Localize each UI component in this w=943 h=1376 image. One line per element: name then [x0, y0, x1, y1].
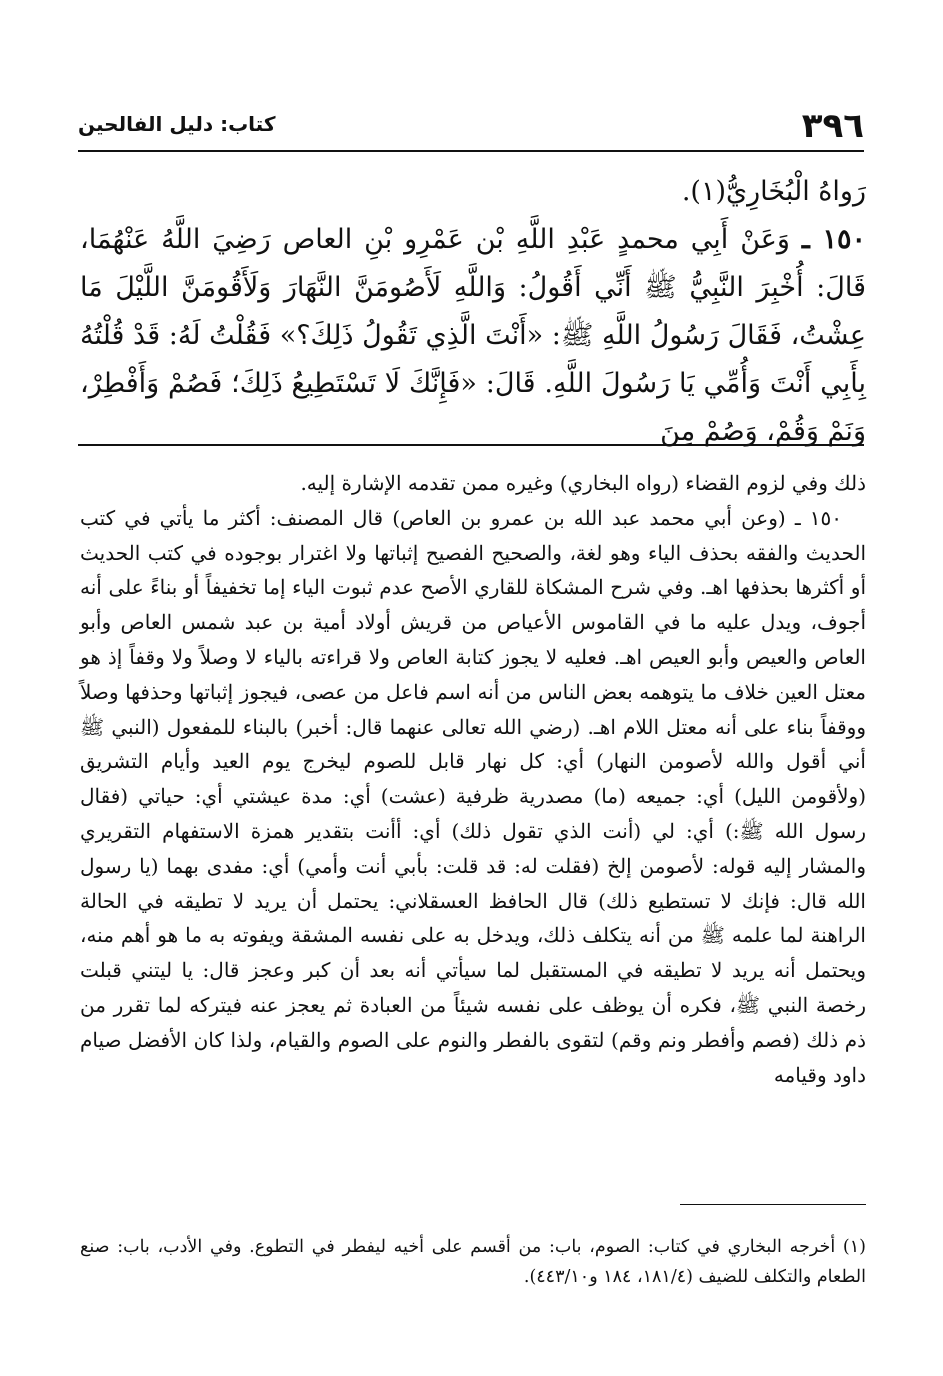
- footnote-block: [80, 1232, 866, 1292]
- header-rule: [78, 150, 864, 152]
- hadith-number: ١٥٠ ـ: [801, 224, 867, 255]
- page-header: [78, 100, 864, 152]
- commentary-number: ١٥٠ ـ: [794, 505, 843, 530]
- commentary-block: [80, 466, 866, 1092]
- footnote-text: (١) أخرجه البخاري في كتاب: الصوم، باب: من أقسم على أخيه ليفطر في التطوع. وفي الأدب، باب: صنع الطعام والتكلف للضيف (١٨١/٤، ١٨٤ و٤٤٣/١٠).: [80, 1237, 866, 1287]
- narration-attribution: رَواهُ الْبُخَارِيُّ(١).: [681, 176, 866, 207]
- page-number: ٣٩٦: [801, 106, 864, 146]
- commentary-paragraph-1: ذلك وفي لزوم القضاء (رواه البخاري) وغيره ممن تقدمه الإشارة إليه.: [300, 471, 866, 495]
- hadith-body: وَعَنْ أَبِي محمدٍ عَبْدِ اللَّهِ بْن عَمْرِو بْنِ العاص رَضِيَ اللَّهُ عَنْهُمَا، قَالَ: أُخْبِرَ النَّبِيُّ ﷺ أَنِّي أَقُولُ: وَاللَّهِ لَأَصُومَنَّ النَّهَارَ وَلَأَقُومَنَّ اللَّيْلَ مَا عِشْتُ، فَقَالَ رَسُولُ اللَّهِ ﷺ: «أَنْتَ الَّذِي تَقُولُ ذَلِكَ؟» فَقُلْتُ لَهُ: قَدْ قُلْتُهُ بِأَبِي أَنْتَ وَأُمِّي يَا رَسُولَ اللَّهِ. قَالَ: «فَإِنَّكَ لَا تَسْتَطِيعُ ذَلِكَ؛ فَصُمْ وَأَفْطِرْ، وَنَمْ وَقُمْ، وَصُمْ مِنَ: [80, 224, 866, 447]
- running-title: كتاب: دليل الفالحين: [78, 112, 276, 136]
- hadith-paragraph: [80, 216, 866, 456]
- commentary-body: (وعن أبي محمد عبد الله بن عمرو بن العاص) قال المصنف: أكثر ما يأتي في كتب الحديث والفقه بحذف الياء وهو لغة، والصحيح الفصيح إثباتها ولا اغترار بوجوده في كتب الحديث أو أكثرها بحذفها اهـ. وفي شرح المشكاة للقاري الأصح عدم ثبوت الياء إما تخفيفاً أو بناءً على أنه أجوف، ويدل عليه ما في القاموس الأعياص من قريش أولاد أمية بن عبد شمس العاص وأبو العاص والعيص وأبو العيص اهـ. فعليه لا يجوز كتابة العاص ولا قراءته بالياء لا وصلاً ولا وقفاً إذ هو معتل العين خلاف ما يتوهمه بعض الناس من أنه اسم فاعل من عصى، فيجوز إثباتها وحذفها وصلاً ووقفاً بناء على أنه معتل اللام اهـ. (رضي الله تعالى عنهما قال: أخبر) بالبناء للمفعول (النبي ﷺ أني أقول والله لأصومن النهار) أي: كل نهار قابل للصوم ليخرج يوم العيد وأيام التشريق (ولأقومن الليل) أي: جميعه (ما) مصدرية ظرفية (عشت) أي: مدة عيشتي أي: حياتي (فقال رسول الله ﷺ:) أي: لي (أنت الذي تقول ذلك) أي: أأنت بتقدير همزة الاستفهام التقريري والمشار إليه قوله: لأصومن إلخ (فقلت له: قد قلت: بأبي أنت وأمي) أي: مفدى بهما (يا رسول الله قال: فإنك لا تستطيع ذلك) قال الحافظ العسقلاني: يحتمل أن يريد لا تطيقه في الحالة الراهنة لما علمه ﷺ من أنه يتكلف ذلك، ويدخل به على نفسه المشقة ويفوته به ما هو أهم منه، ويحتمل أنه يريد لا تطيقه في المستقبل لما سيأتي أنه بعد أن كبر وعجز قال: يا ليتني قبلت رخصة النبي ﷺ، فكره أن يوظف على نفسه شيئاً من العبادة ثم يعجز عنه فيتركه لما تقرر من ذم ذلك (فصم وأفطر ونم وقم) لتقوى بالفطر والنوم على الصوم والقيام، ولذا كان الأفضل صيام داود وقيامه: [80, 505, 867, 1087]
- hadith-text-block: [80, 168, 866, 456]
- main-text-rule: [78, 444, 864, 446]
- footnote-rule: [680, 1204, 866, 1205]
- commentary-paragraph-2: [80, 501, 866, 1093]
